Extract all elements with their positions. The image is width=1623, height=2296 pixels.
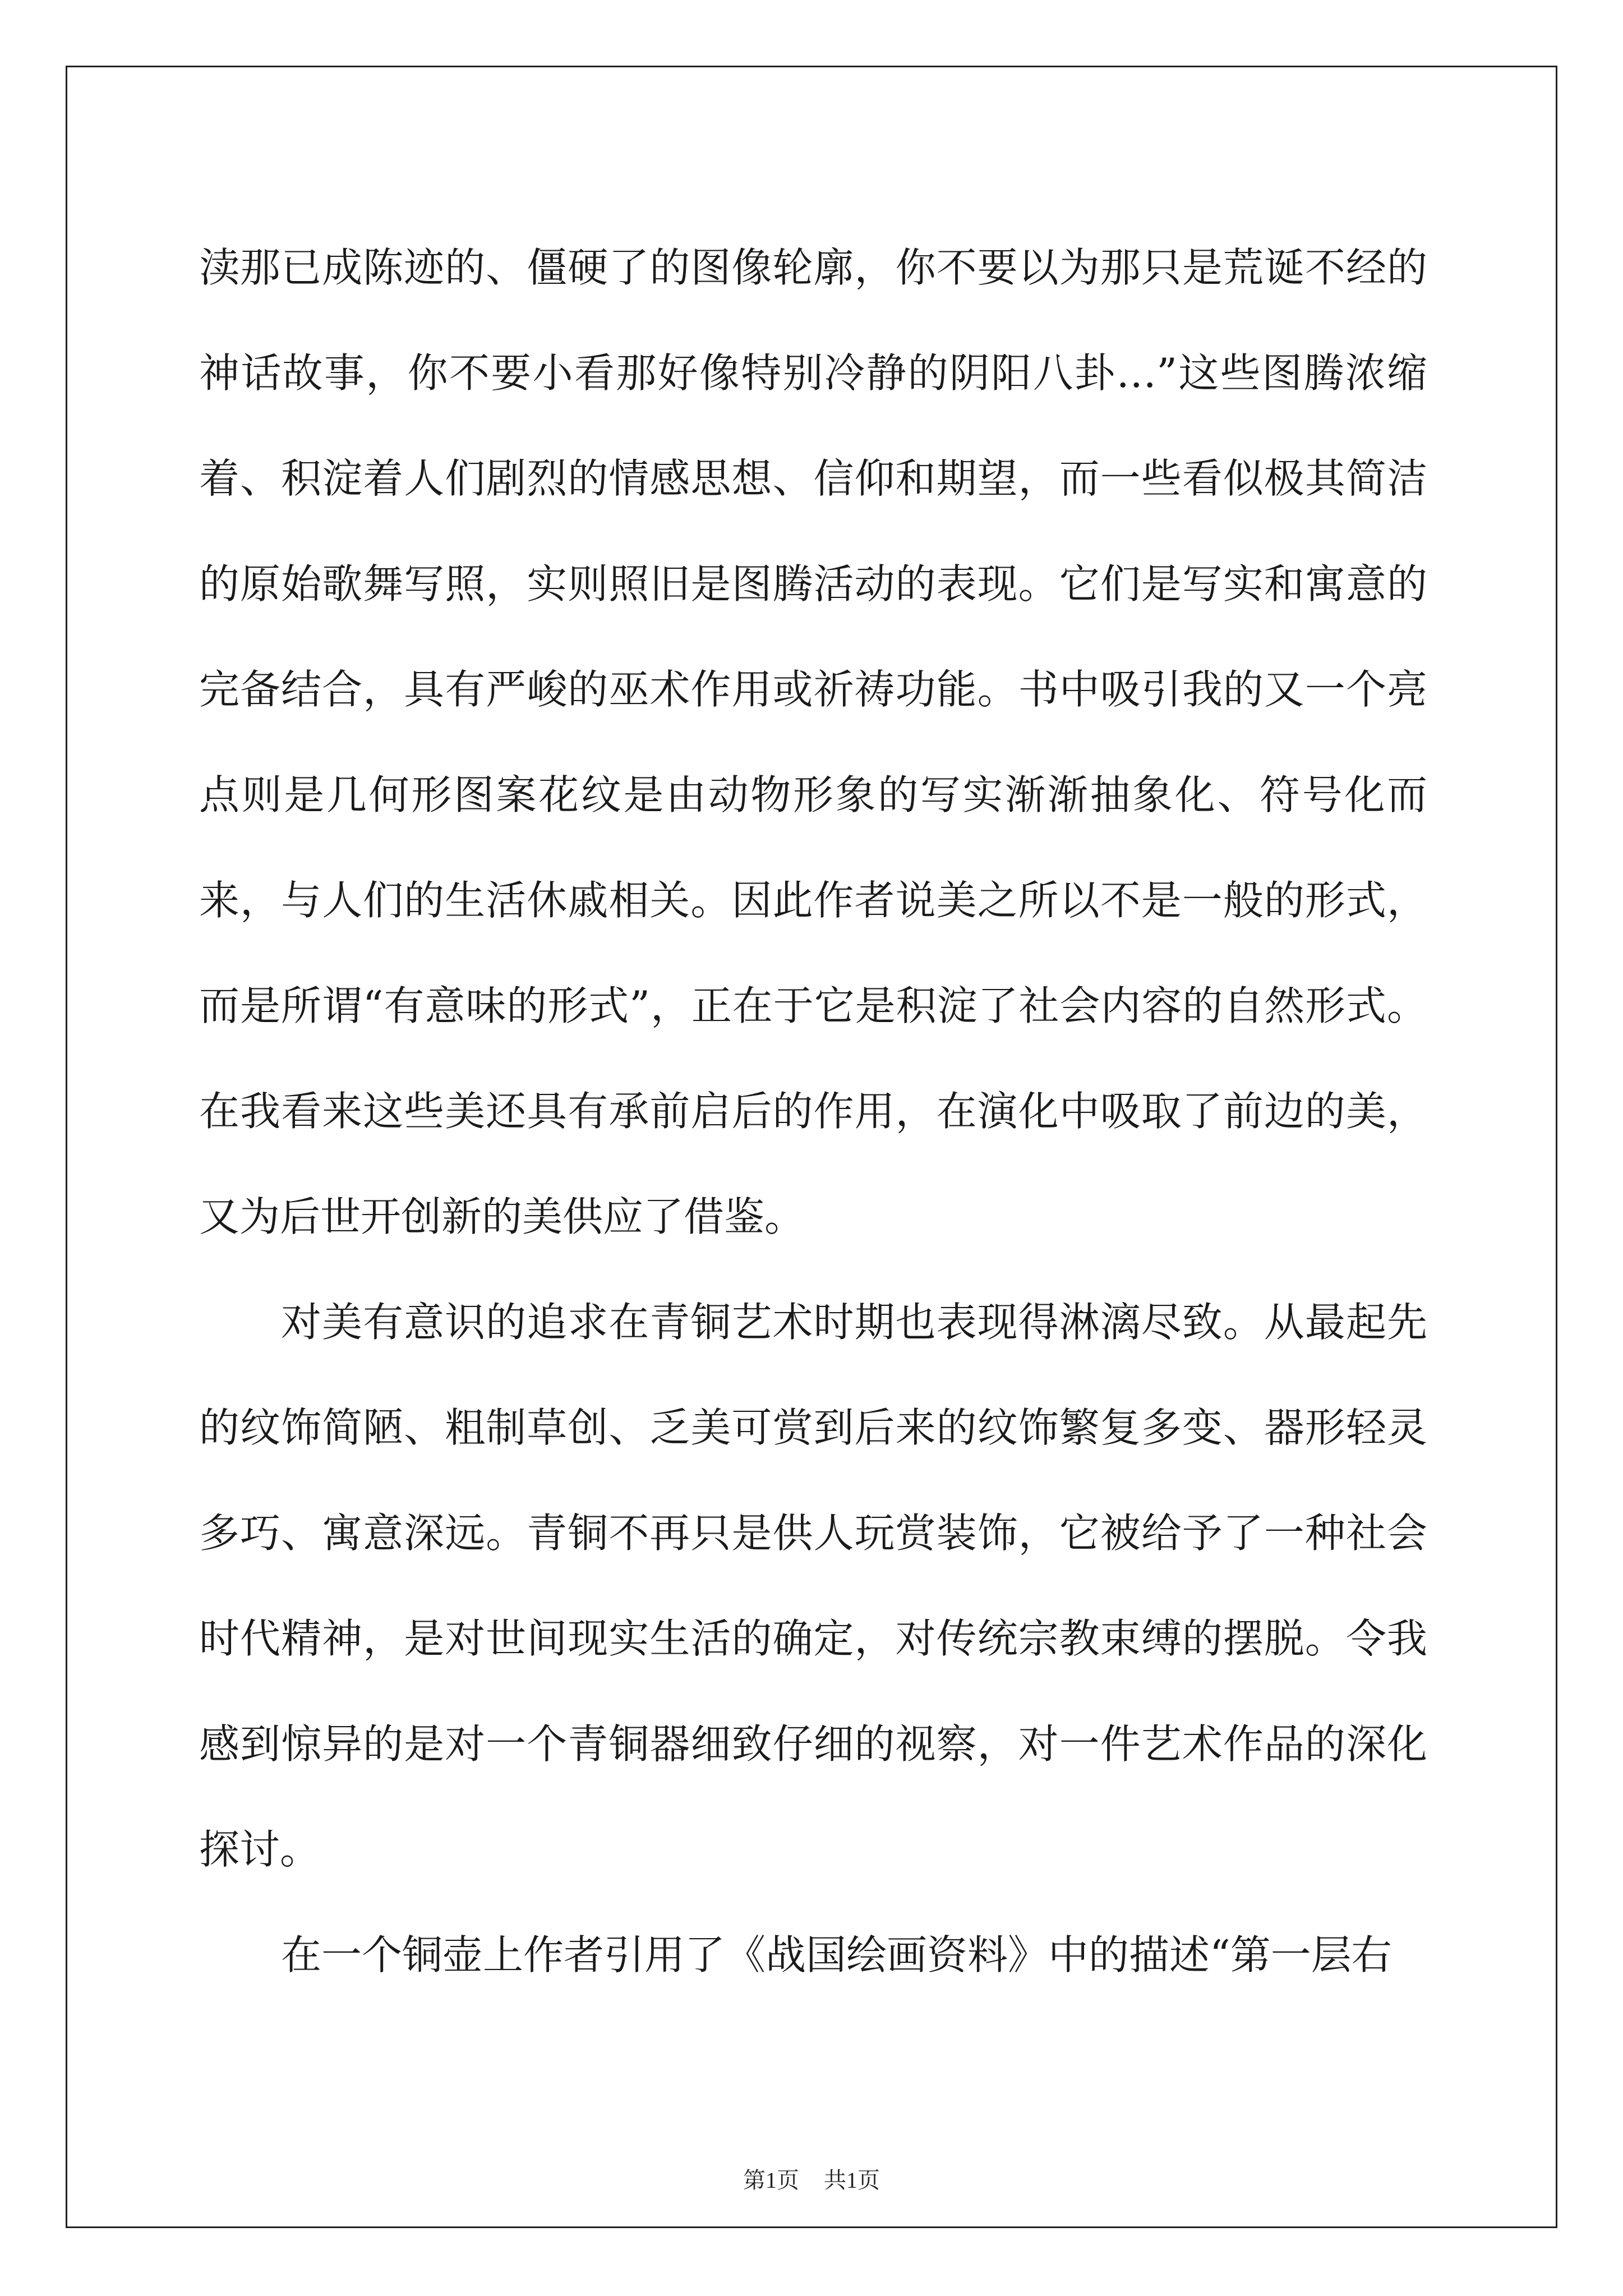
paragraph-2: 对美有意识的追求在青铜艺术时期也表现得淋漓尽致。从最起先的纹饰简陋、粗制草创、乏美可赏到后来的纹饰繁复多变、器形轻灵多巧、寓意深远。青铜不再只是供人玩赏装饰，它被给予了一种社会时代精神，是对世间现实生活的确定，对传统宗教束缚的摆脱。令我感到惊异的是对一个青铜器细致仔细的视察，对一件艺术作品的深化探讨。	[199, 1299, 1427, 1873]
paragraph-3: 在一个铜壶上作者引用了《战国绘画资料》中的描述“第一层右	[281, 1931, 1392, 1978]
page-footer	[0, 2166, 1623, 2194]
page-number: 第1页	[743, 2168, 799, 2193]
document-body	[199, 215, 1427, 2008]
paragraph-1: 渎那已成陈迹的、僵硬了的图像轮廓，你不要以为那只是荒诞不经的神话故事，你不要小看那好像特别冷静的阴阳八卦…”这些图腾浓缩着、积淀着人们剧烈的情感思想、信仰和期望，而一些看似极其简洁的原始歌舞写照，实则照旧是图腾活动的表现。它们是写实和寓意的完备结合，具有严峻的巫术作用或祈祷功能。书中吸引我的又一个亮点则是几何形图案花纹是由动物形象的写实渐渐抽象化、符号化而来，与人们的生活休戚相关。因此作者说美之所以不是一般的形式，而是所谓“有意味的形式”，正在于它是积淀了社会内容的自然形式。在我看来这些美还具有承前启后的作用，在演化中吸取了前边的美，又为后世开创新的美供应了借鉴。	[199, 244, 1427, 1240]
page-total: 共1页	[824, 2168, 880, 2193]
